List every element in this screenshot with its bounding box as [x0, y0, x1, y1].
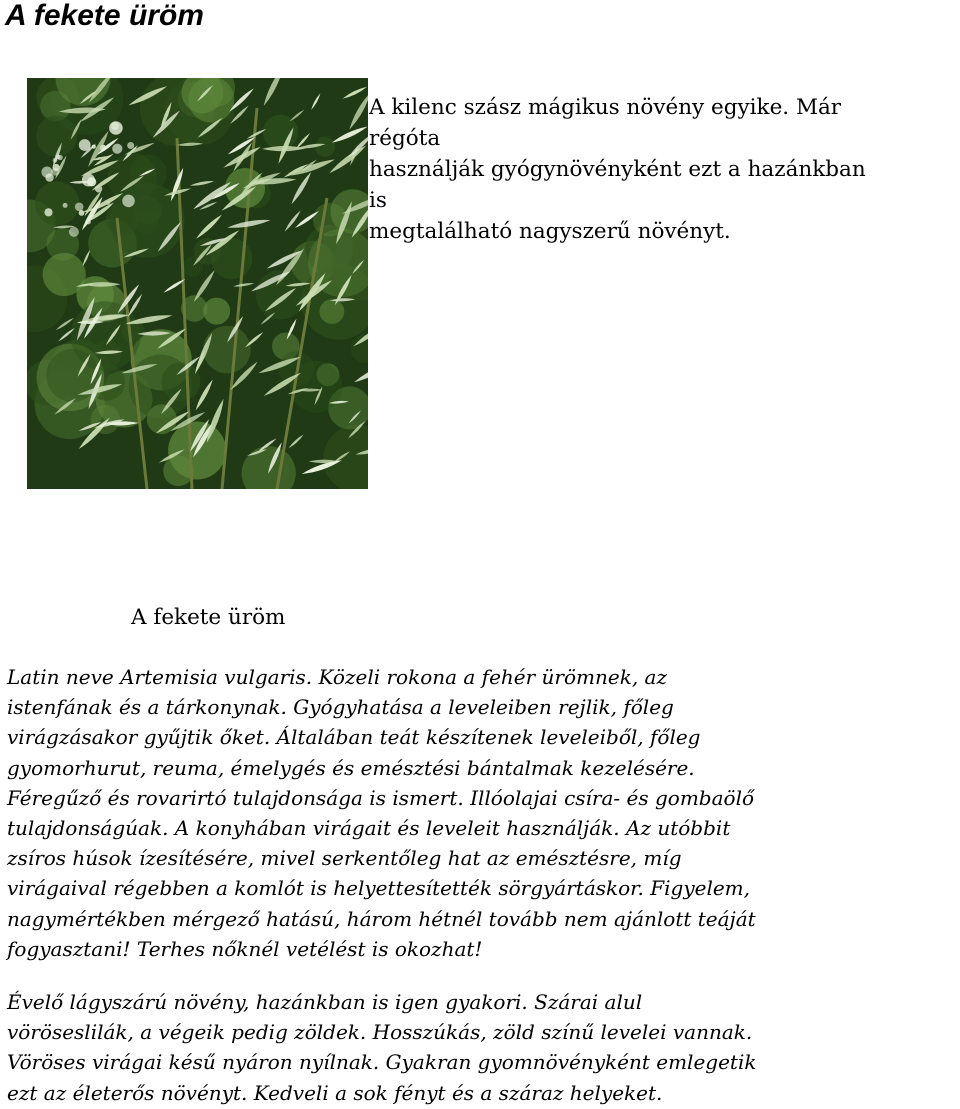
paragraph-line: Évelő lágyszárú növény, hazánkban is igen gyakori. Szárai alul	[7, 990, 643, 1014]
photo-caption: A fekete üröm	[131, 605, 286, 630]
paragraph-line: Vöröses virágai késű nyáron nyílnak. Gyakran gyomnövényként emlegetik	[7, 1050, 757, 1075]
blossom-speck	[45, 173, 53, 181]
paragraph-line: ezt az életerős növényt. Kedveli a sok fényt és a száraz helyeket.	[7, 1080, 663, 1105]
foliage-blob	[315, 137, 335, 157]
foliage-blob	[36, 116, 77, 157]
intro-line: A kilenc szász mágikus növény egyike. Már	[369, 95, 842, 120]
intro-line: használják gyógynövényként ezt a hazánkban	[369, 157, 866, 182]
paragraph-line: gyomorhurut, reuma, émelygés és emésztési bántalmak kezelésére.	[7, 755, 695, 780]
description-paragraph	[7, 662, 957, 964]
mugwort-photo	[27, 78, 368, 489]
foliage-blob	[263, 115, 298, 150]
intro-text	[369, 92, 960, 247]
foliage-blob	[188, 78, 234, 123]
paragraph-line: vöröseslilák, a végeik pedig zöldek. Hosszúkás, zöld színű levelei vannak.	[7, 1020, 753, 1045]
intro-line: is	[369, 188, 387, 213]
paragraph-line: zsíros húsok ízesítésére, mivel serkentőleg hat az emésztésre, míg	[7, 846, 682, 871]
paragraph-line: fogyasztani! Terhes nőknél vetélést is okozhat!	[7, 936, 483, 961]
paragraph-line: nagymértékben mérgező hatású, három hétnél tovább nem ajánlott teáját	[7, 906, 756, 931]
blossom-speck	[109, 121, 123, 135]
blossom-speck	[122, 195, 135, 208]
intro-line: régóta	[369, 126, 441, 151]
blossom-speck	[69, 227, 79, 237]
paragraph-line: Féregűző és rovarirtó tulajdonsága is ismert. Illóolajai csíra- és gombaölő	[7, 785, 755, 810]
foliage-blob	[320, 299, 345, 324]
blossom-speck	[79, 210, 85, 216]
blossom-speck	[112, 144, 122, 154]
blossom-speck	[127, 142, 134, 149]
foliage-blob	[203, 326, 251, 374]
paragraph-line: virágzásakor gyűjtik őket. Általában teát készítenek leveleiből, főleg	[7, 725, 701, 750]
intro-line: megtalálható nagyszerű növényt.	[369, 219, 731, 244]
blossom-speck	[44, 208, 52, 216]
paragraph-line: Latin neve Artemisia vulgaris. Közeli rokona a fehér ürömnek, az	[7, 665, 668, 689]
paragraph-line: istenfának és a tárkonynak. Gyógyhatása a leveleiben rejlik, főleg	[7, 695, 674, 720]
blossom-speck	[75, 203, 84, 212]
paragraph-line: virágaival régebben a komlót is helyettesítették sörgyártáskor. Figyelem,	[7, 876, 751, 901]
mugwort-plant-image	[27, 78, 368, 489]
page-title: A fekete üröm	[5, 0, 204, 32]
botany-paragraph	[7, 987, 957, 1108]
foliage-blob	[35, 181, 79, 225]
blossom-speck	[63, 203, 68, 208]
paragraph-line: tulajdonságúak. A konyhában virágait és leveleit használják. Az utóbbit	[7, 816, 731, 841]
foliage-blob	[46, 349, 99, 402]
foliage-blob	[203, 298, 230, 325]
foliage-blob	[108, 153, 157, 202]
